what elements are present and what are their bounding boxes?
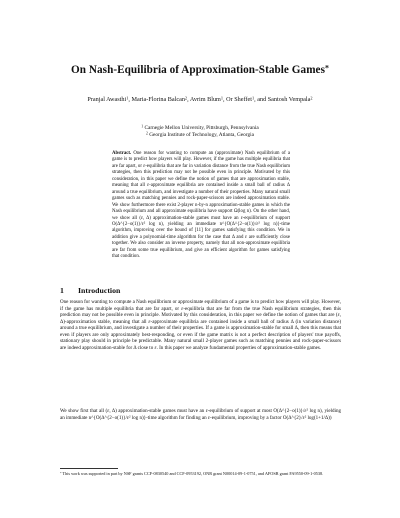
footnote-mark: * <box>60 470 62 475</box>
author-name: Or Sheffet <box>226 96 252 103</box>
footnote <box>60 471 341 477</box>
title-text: On Nash-Equilibria of Approximation-Stable Games <box>71 64 325 76</box>
author-sup: 1 <box>220 95 224 101</box>
section-number: 1 <box>60 286 64 295</box>
author-sup: 2 <box>184 95 188 101</box>
author-sup: 2 <box>310 95 313 101</box>
affiliation-line: $^1$ Carnegie Mellon University, Pittsburgh, Pennsylvania <box>141 124 259 131</box>
abstract-text: One reason for wanting to compute an (approximate) Nash equilibrium of a game is to predict how players will play. However, if the game has multiple equilibria that are far apart, or ε-equilibria that are far in variation distance from the true Nash equilibrium strategies, then this prediction may not be possible even in principle. Motivated by this consideration, in this paper we define the notion of games that are approximation stable, meaning that all ε-approximate equilibria are contained inside a small ball of radius Δ around a true equilibrium, and investigate a number of their properties. Many natural small games such as matching pennies and rock-paper-scissors are indeed approximation stable. We show furthermore there exist 2-player n-by-n approximation-stable games in which the Nash equilibrium and all approximate equilibria have support Ω(log n). On the other hand, we show all (ε, Δ) approximation-stable games must have an ε-equilibrium of support O(Δ^{2−o(1)}/ε² log n), yielding an immediate n^{O(Δ^{2−o(1)}/ε² log n)}-time algorithm, improving over the bound of [11] for games satisfying this condition. We in addition give a polynomial-time algorithm for the case that Δ and ε are sufficiently close together. We also consider an inverse property, namely that all non-approximate equilibria are far from some true equilibrium, and give an efficient algorithm for games satisfying that condition. <box>112 151 290 260</box>
affiliation-line: $^2$ Georgia Institute of Technology, Atlanta, Georgia <box>146 131 254 138</box>
body-paragraph: One reason for wanting to compute a Nash equilibrium or approximate equilibrium of a game is to predict how players will play. However, if the game has multiple equilibria that are far apart, or ε-equilibria that are far from the true Nash equilibrium strategies, then this prediction may not be possible even in principle. Motivated by this consideration, in this paper we define the notion of games that are (ε, Δ)-approximation stable, meaning that all ε-approximate equilibria are contained inside a small ball of radius Δ (in variation distance) around a true equilibrium, and investigate a number of their properties. If a game is approximation-stable for small Δ, then this means that even if players are only approximately best-responding, or even if the game matrix is not a perfect description of players' true payoffs, stationary play should in principle be predictable. Many natural small 2-player games such as matching pennies and rock-paper-scissors are indeed approximation-stable for Δ close to ε. In this paper we analyze fundamental properties of approximation-stable games. <box>60 299 341 351</box>
author-sup: 1 <box>126 95 129 101</box>
title-footnote-mark: * <box>324 63 329 73</box>
author-name: Maria-Florina Balcan <box>131 96 185 103</box>
paper-title <box>0 64 400 76</box>
author-name: Pranjal Awasthi <box>87 96 127 103</box>
abstract-label: Abstract. <box>112 151 132 156</box>
abstract <box>112 151 290 261</box>
section-title: Introduction <box>78 286 121 295</box>
footnote-text: This work was supported in part by NSF grants CCF-0830540 and CCF-0953192, ONR grant N00014-09-1-0751, and AFOSR grant FA9550-09-1-0538. <box>62 471 324 476</box>
author-name: Avrim Blum <box>189 96 221 103</box>
affiliations <box>100 125 300 139</box>
section-heading <box>60 286 120 295</box>
author-sup: 1 <box>251 95 255 101</box>
body-paragraph: We show first that all (ε, Δ) approximation-stable games must have an ε-equilibrium of support at most O(Δ^{2−o(1)}/ε² log n), yielding an immediate n^{O(Δ^{2−o(1)}/ε² log n)}-time algorithm for finding an ε-equilibrium, improving by a factor O(Δ^{2}/ε² log(1+1/Δ)) <box>60 408 341 421</box>
footnote-rule <box>60 468 118 469</box>
author-name: and Santosh Vempala <box>257 96 311 103</box>
author-list: Pranjal Awasthi$^1$, Maria-Florina Balcan$^2$, Avrim Blum$^1$, Or Sheffet$^1$, and Santosh Vempala$^2$ <box>87 95 313 103</box>
